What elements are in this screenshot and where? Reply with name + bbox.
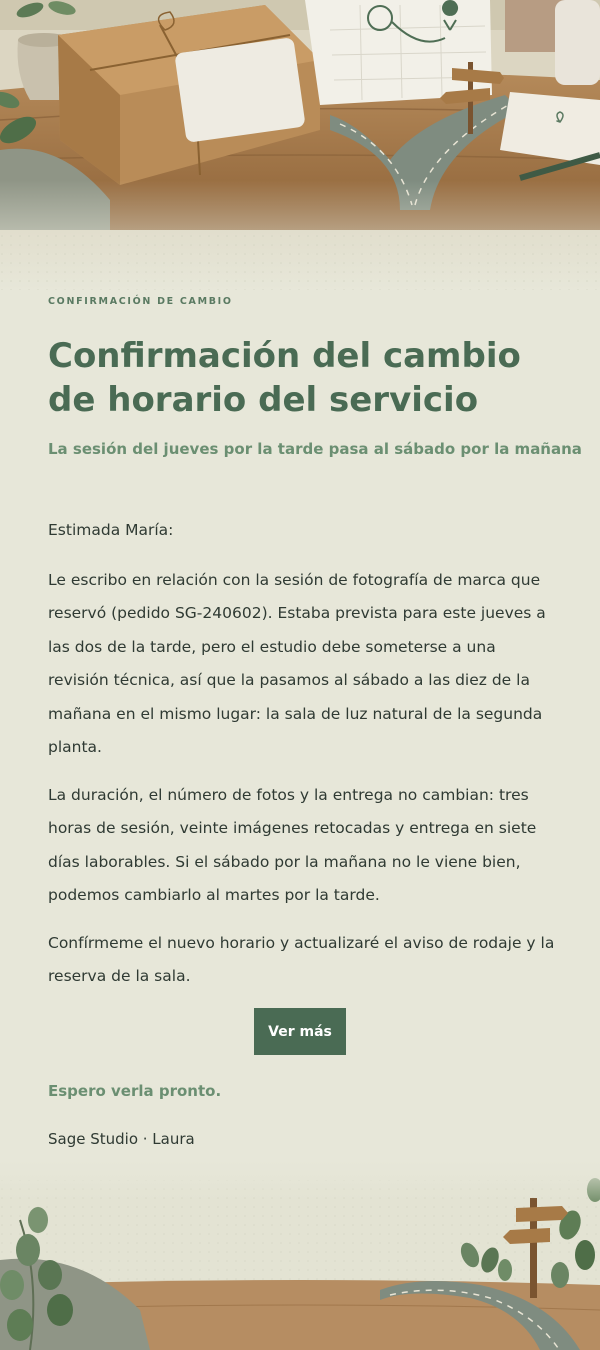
body-paragraph-1: Le escribo en relación con la sesión de fotografía de marca que reservó (pedido SG-240602). Estaba prevista para este jueves a las dos de la tarde, pero el estudio debe someterse a una revisión técnica, así que la pasamos al sábado a las diez de la mañana en el mismo lugar: la sala de luz natural de la segunda planta.	[48, 570, 546, 756]
footer-illustration	[0, 1160, 600, 1350]
closing-line: Espero verla pronto.	[48, 1082, 222, 1100]
hero-scene	[0, 0, 600, 290]
page-title: Confirmación del cambio de horario del servicio	[48, 336, 521, 420]
subtitle: La sesión del jueves por la tarde pasa al sábado por la mañana	[48, 440, 582, 458]
body-paragraph-2: La duración, el número de fotos y la entrega no cambian: tres horas de sesión, veinte imágenes retocadas y entrega en siete días laborables. Si el sábado por la mañana no le viene bien, podemos cambiarlo al martes por la tarde.	[48, 785, 537, 904]
see-more-button[interactable]: Ver más	[254, 1008, 346, 1055]
signature: Sage Studio · Laura	[48, 1130, 195, 1148]
eyebrow-label: CONFIRMACIÓN DE CAMBIO	[48, 296, 233, 307]
footer-scene	[0, 1160, 600, 1350]
greeting: Estimada María:	[48, 521, 174, 539]
calendar-card	[305, 0, 492, 105]
email-body	[48, 514, 558, 1008]
body-paragraph-3: Confírmeme el nuevo horario y actualizaré el aviso de rodaje y la reserva de la sala.	[48, 933, 555, 985]
hero-illustration	[0, 0, 600, 290]
